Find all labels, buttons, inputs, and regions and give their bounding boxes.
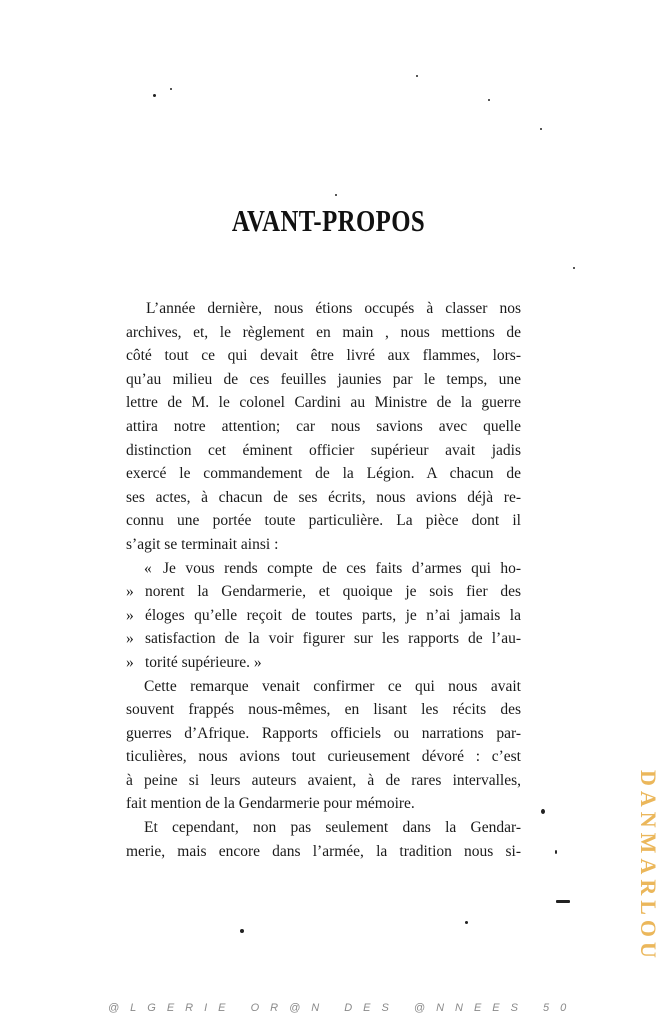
quote-mark: »	[126, 630, 134, 648]
scan-speck	[488, 99, 490, 101]
quote-line	[126, 627, 521, 651]
quote-mark: »	[126, 606, 134, 624]
scan-speck	[153, 94, 156, 97]
scan-speck	[465, 921, 468, 924]
quote-text: Je vous rends compte de ces faits d’armes qui ho-	[163, 559, 521, 577]
quote-text: norent la Gendarmerie, et quoique je sois fier des	[145, 583, 521, 601]
text-line: guerres d’Afrique. Rapports officiels ou narrations par-	[126, 724, 521, 742]
scan-speck	[240, 929, 244, 933]
quote-text: torité supérieure. »	[145, 653, 262, 671]
text-line: à peine si leurs auteurs avaient, à de rares intervalles,	[126, 771, 521, 789]
text-line: L’année dernière, nous étions occupés à classer nos	[146, 300, 521, 317]
quote-text: satisfaction de la voir figurer sur les rapports de l’au-	[145, 630, 521, 648]
quote-line	[126, 557, 521, 581]
quote-line	[126, 604, 521, 628]
quote-text: éloges qu’elle reçoit de toutes parts, je n’ai jamais la	[145, 606, 521, 624]
text-line: merie, mais encore dans l’armée, la tradition nous si-	[126, 842, 521, 860]
scan-speck	[335, 194, 337, 196]
text-line: souvent frappés nous-mêmes, en lisant les récits des	[126, 701, 521, 719]
text-line: Cette remarque venait confirmer ce qui nous avait	[144, 677, 521, 695]
quote-line	[126, 651, 521, 675]
text-line: exercé le commandement de la Légion. A chacun de	[126, 465, 521, 483]
text-line: qu’au milieu de ces feuilles jaunies par le temps, une	[126, 370, 521, 388]
text-line: Et cependant, non pas seulement dans la Gendar-	[144, 819, 521, 837]
text-line: distinction cet éminent officier supérieur avait jadis	[126, 441, 521, 459]
text-line: lettre de M. le colonel Cardini au Ministre de la guerre	[126, 394, 521, 412]
text-line: s’agit se terminait ainsi :	[126, 535, 279, 553]
scan-speck	[573, 267, 575, 269]
page-body	[126, 297, 521, 863]
footer-watermark: @LGERIE OR@N DES @NNEES 50	[108, 1002, 578, 1014]
scan-speck	[170, 88, 172, 90]
scan-speck	[556, 900, 570, 903]
vertical-watermark: DANMARLOU	[636, 770, 661, 963]
scan-speck	[416, 75, 418, 77]
text-line: côté tout ce qui devait être livré aux flammes, lors-	[126, 347, 521, 365]
quote-mark: »	[126, 583, 134, 601]
text-line: connu une portée toute particulière. La pièce dont il	[126, 512, 521, 530]
quote-mark: »	[126, 653, 134, 671]
text-line: attira notre attention; car nous savions avec quelle	[126, 417, 521, 435]
text-line: fait mention de la Gendarmerie pour mémoire.	[126, 795, 415, 813]
quote-mark: «	[144, 559, 152, 577]
page-title: AVANT-PROPOS	[231, 203, 426, 238]
scan-speck	[540, 128, 542, 130]
text-line: ses actes, à chacun de ses écrits, nous avions déjà re-	[126, 488, 521, 506]
scan-speck	[541, 809, 545, 814]
text-line: archives, et, le règlement en main , nous mettions de	[126, 323, 521, 341]
text-line: ticulières, nous avions tout curieusement dévoré : c’est	[126, 748, 521, 766]
scan-speck	[555, 850, 557, 854]
quote-line	[126, 580, 521, 604]
